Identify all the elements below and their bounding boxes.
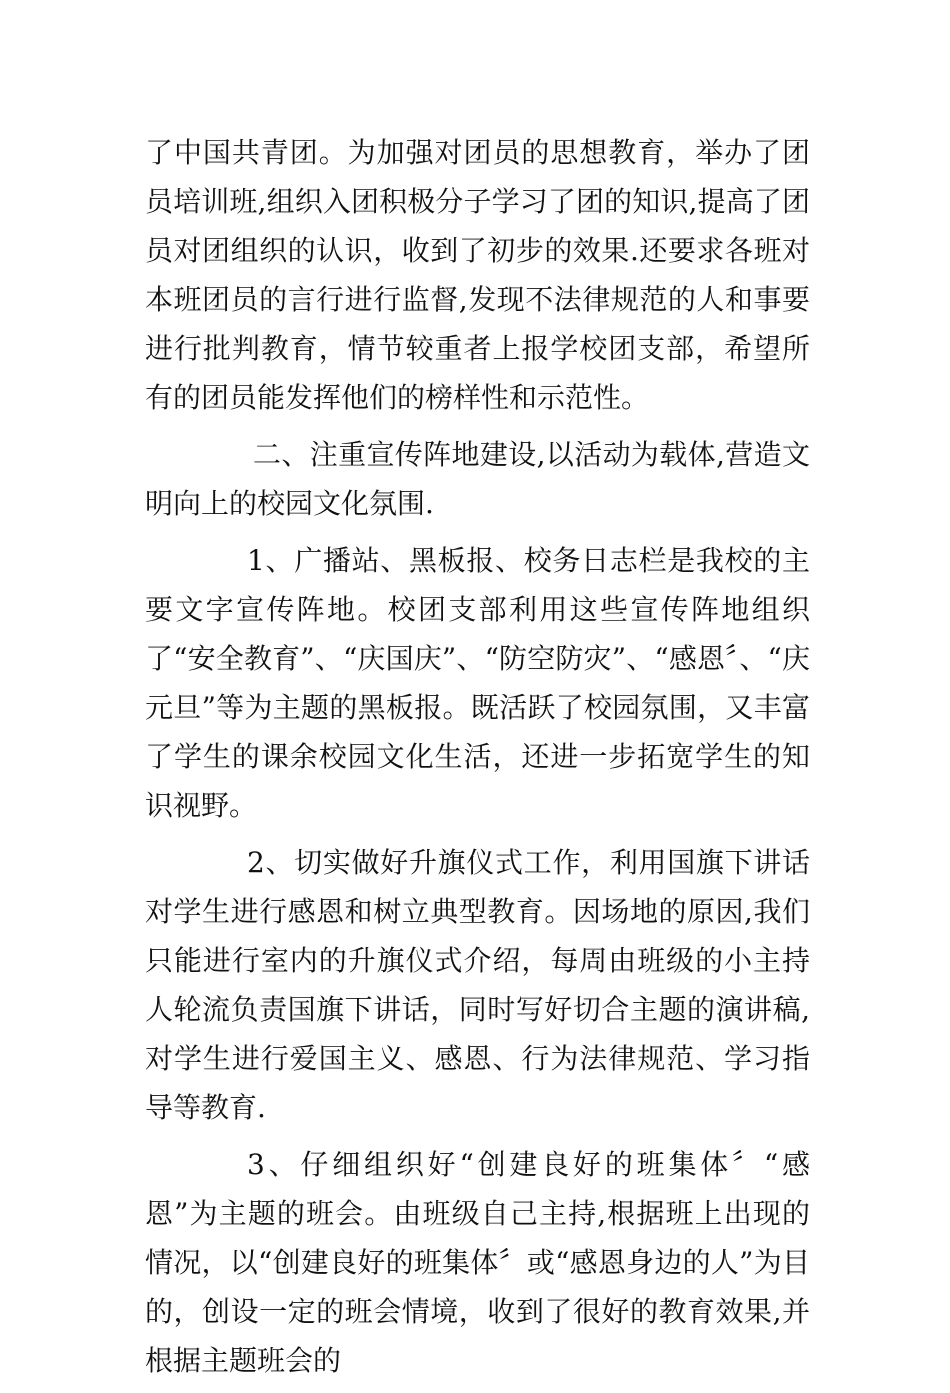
- section-heading-two: 二、注重宣传阵地建设,以活动为载体,营造文明向上的校园文化氛围.: [145, 438, 810, 520]
- paragraph-continuation: 了中国共青团。为加强对团员的思想教育，举办了团员培训班,组织入团积极分子学习了团的知识,提高了团员对团组织的认识，收到了初步的效果.还要求各班对本班团员的言行进行监督,发现不法律规范的人和事要进行批判教育，情节较重者上报学校团支部，希望所有的团员能发挥他们的榜样性和示范性。: [145, 136, 810, 414]
- document-body: [145, 128, 810, 1393]
- list-item-1: 1、广播站、黑板报、校务日志栏是我校的主要文字宣传阵地。校团支部利用这些宣传阵地组织了“安全教育”、“庆国庆”、“防空防灾”、“感恩〞、“庆元旦”等为主题的黑板报。既活跃了校园氛围，又丰富了学生的课余校园文化生活，还进一步拓宽学生的知识视野。: [145, 544, 810, 822]
- list-item-3: 3、仔细组织好“创建良好的班集体〞“感恩”为主题的班会。由班级自己主持,根据班上出现的情况，以“创建良好的班集体〞或“感恩身边的人”为目的，创设一定的班会情境，收到了很好的教育效果,并根据主题班会的: [145, 1148, 810, 1377]
- list-item-2: 2、切实做好升旗仪式工作，利用国旗下讲话对学生进行感恩和树立典型教育。因场地的原因,我们只能进行室内的升旗仪式介绍，每周由班级的小主持人轮流负责国旗下讲话，同时写好切合主题的演讲稿,对学生进行爱国主义、感恩、行为法律规范、学习指导等教育.: [145, 846, 810, 1124]
